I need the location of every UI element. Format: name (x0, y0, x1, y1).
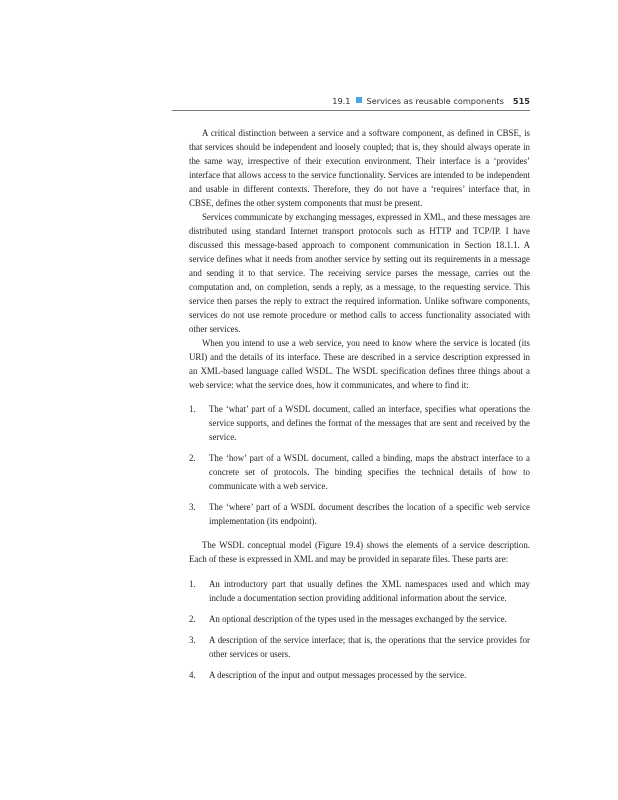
body-text (189, 126, 530, 682)
list-item (189, 612, 530, 626)
list-item-text: The ‘what’ part of a WSDL document, called an interface, specifies what operations the service supports, and defines the format of the messages that are sent and received by the service. (209, 404, 530, 442)
list-item-text: An optional description of the types used in the messages exchanged by the service. (209, 614, 507, 624)
section-marker-icon (356, 97, 362, 103)
wsdl-parts-list (189, 402, 530, 528)
section-number: 19.1 (332, 95, 351, 106)
list-item (189, 451, 530, 493)
list-item-text: A description of the service interface; that is, the operations that the service provides for other services or users. (209, 635, 530, 659)
service-description-parts-list (189, 577, 530, 682)
list-item (189, 500, 530, 528)
list-item-text: A description of the input and output messages processed by the service. (209, 670, 467, 680)
list-item-text: The ‘where’ part of a WSDL document describes the location of a specific web service implementation (its endpoint). (209, 502, 530, 526)
list-item-number: 3. (189, 502, 196, 512)
list-item (189, 668, 530, 682)
paragraph: The WSDL conceptual model (Figure 19.4) shows the elements of a service description. Each of these is expressed in XML and may be provided in separate files. These parts are: (189, 540, 530, 564)
list-item-number: 3. (189, 635, 196, 645)
header-rule (172, 110, 530, 111)
list-item (189, 633, 530, 661)
list-item-text: The ‘how’ part of a WSDL document, called a binding, maps the abstract interface to a concrete set of protocols. The binding specifies the technical details of how to communicate with a web service. (209, 453, 530, 491)
paragraph: When you intend to use a web service, you need to know where the service is located (its URI) and the details of its interface. These are described in a service description expressed in an XML-based language called WSDL. The WSDL specification defines three things about a web service: what the service does, how it communicates, and where to find it: (189, 338, 530, 390)
list-item-number: 4. (189, 670, 196, 680)
paragraph: A critical distinction between a service and a software component, as defined in CBSE, is that services should be independent and loosely coupled; that is, they should always operate in the same way, irrespective of their execution environment. Their interface is a ‘provides’ interface that allows access to the service functionality. Services are intended to be independent and usable in different contexts. Therefore, they do not have a ‘requires’ interface that, in CBSE, defines the other system components that must be present. (189, 128, 530, 208)
page-number: 515 (512, 95, 530, 106)
list-item (189, 402, 530, 444)
list-item-number: 2. (189, 614, 196, 624)
list-item-text: An introductory part that usually defines the XML namespaces used and which may include a documentation section providing additional information about the service. (209, 579, 530, 603)
list-item-number: 1. (189, 404, 196, 414)
running-head (300, 95, 530, 106)
list-item-number: 1. (189, 579, 196, 589)
paragraph: Services communicate by exchanging messages, expressed in XML, and these messages are distributed using standard Internet transport protocols such as HTTP and TCP/IP. I have discussed this message-based approach to component communication in Section 18.1.1. A service defines what it needs from another service by setting out its requirements in a message and sending it to that service. The receiving service parses the message, carries out the computation and, on completion, sends a reply, as a message, to the requesting service. This service then parses the reply to extract the required information. Unlike software components, services do not use remote procedure or method calls to access functionality associated with other services. (189, 212, 530, 334)
list-item-number: 2. (189, 453, 196, 463)
list-item (189, 577, 530, 605)
section-title: Services as reusable components (366, 95, 504, 106)
